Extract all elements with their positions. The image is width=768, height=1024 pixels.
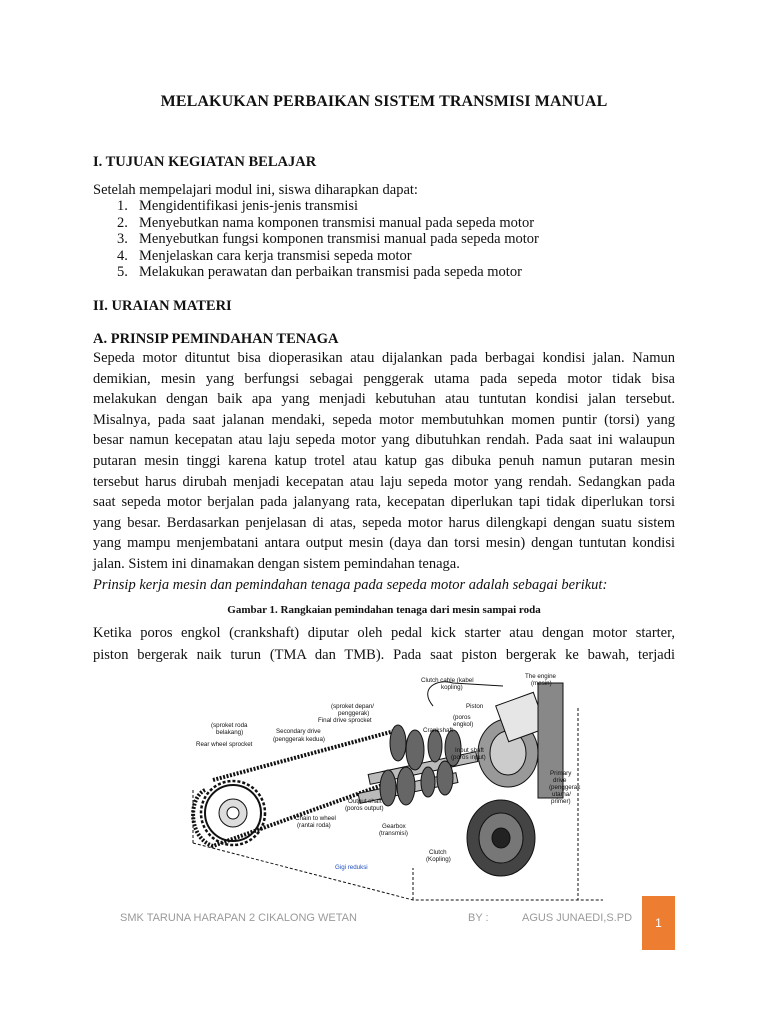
diagram-label: The engine <box>525 673 556 680</box>
diagram-label: (poros input) <box>451 754 486 761</box>
diagram-label: (Kopling) <box>426 856 451 863</box>
page-number-badge: 1 <box>642 896 675 950</box>
footer-by: BY : <box>468 912 489 924</box>
diagram-label: Output shaft <box>348 798 382 805</box>
diagram-label: primer) <box>551 798 571 805</box>
list-item: 3. Menyebutkan fungsi komponen transmisi manual pada sepeda motor <box>117 231 539 247</box>
footer-school: SMK TARUNA HARAPAN 2 CIKALONG WETAN <box>120 912 357 924</box>
page-title: MELAKUKAN PERBAIKAN SISTEM TRANSMISI MANUAL <box>160 93 608 110</box>
section-intro: Setelah mempelajari modul ini, siswa diharapkan dapat: <box>93 182 418 198</box>
diagram-label: drive <box>553 777 567 784</box>
diagram-label: Chain to wheel <box>295 815 336 822</box>
section-heading-uraian: II. URAIAN MATERI <box>93 298 232 314</box>
diagram-label: (poros output) <box>345 805 384 812</box>
diagram-label: penggerak) <box>338 710 370 717</box>
body-paragraph-continued: Ketika poros engkol (crankshaft) diputar oleh pedal kick starter atau dengan motor starter, piston bergerak naik turun (TMA dan TMB). Pada saat piston bergerak ke bawah, terjadi <box>93 625 675 663</box>
diagram-label: Rear wheel sprocket <box>196 741 253 748</box>
diagram-label: (transmisi) <box>379 830 408 837</box>
diagram-label: Final drive sprocket <box>318 717 372 724</box>
diagram-drawing <box>193 682 603 900</box>
diagram-label: Secondary drive <box>276 728 321 735</box>
diagram-label: kopling) <box>441 684 463 691</box>
diagram-label: (penggerak <box>549 784 581 791</box>
reduction-gear-label: Gigi reduksi <box>335 864 368 871</box>
diagram-label: Crankshaft <box>423 727 453 734</box>
subheading-prinsip: A. PRINSIP PEMINDAHAN TENAGA <box>93 331 339 347</box>
diagram-label: (penggerak kedua) <box>273 736 325 743</box>
objectives-list <box>117 198 539 281</box>
diagram-label: (sproket depan/ <box>331 703 374 710</box>
list-item: 2. Menyebutkan nama komponen transmisi manual pada sepeda motor <box>117 214 535 231</box>
diagram-label: Clutch <box>429 849 447 856</box>
italic-intro-line: Prinsip kerja mesin dan pemindahan tenaga pada sepeda motor adalah sebagai berikut: <box>93 577 608 593</box>
footer-author: AGUS JUNAEDI,S.PD <box>522 912 633 924</box>
body-paragraph: Sepeda motor dituntut bisa dioperasikan atau dijalankan pada berbagai kondisi jalan. Namun demikian, mesin yang berfungsi sebagai penggerak utama pada sepeda motor tidak bisa melakukan dengan baik apa yang menjadi kebutuhan atau tuntutan kondisi jalan tersebut. Misalnya, pada saat jalanan mendaki, sepeda motor membutuhkan momen puntir (torsi) yang besar namun kecepatan atau laju sepeda motor yang dibutuhkan rendah. Pada saat ini walaupun putaran mesin tinggi karena katup trotel atau katup gas dibuka penuh namun putaran mesin tersebut harus dirubah menjadi kecepatan atau laju sepeda motor yang rendah. Sedangkan pada saat sepeda motor berjalan pada jalanyang rata, kecepatan diperlukan tapi tidak diperlukan torsi yang besar. Berdasarkan penjelasan di atas, sepeda motor harus dilengkapi dengan suatu sistem yang mampu menjembatani antara output mesin (daya dan torsi mesin) dengan tuntutan kondisi jalan. Sistem ini dinamakan dengan sistem pemindahan tenaga. <box>93 350 675 572</box>
diagram-label: (mesin) <box>531 680 552 687</box>
transmission-diagram <box>183 668 603 906</box>
list-item: 5. Melakukan perawatan dan perbaikan transmisi pada sepeda motor <box>117 264 522 280</box>
diagram-label: Clutch cable (kabel <box>421 677 474 684</box>
list-item: 4. Menjelaskan cara kerja transmisi sepeda motor <box>117 247 412 264</box>
diagram-label: (sproket roda <box>211 722 248 729</box>
list-item: 1. Mengidentifikasi jenis-jenis transmisi <box>117 198 359 214</box>
diagram-label: (poros <box>453 714 471 721</box>
figure-caption: Gambar 1. Rangkaian pemindahan tenaga dari mesin sampai roda <box>227 604 541 616</box>
diagram-label: Gearbox <box>382 823 406 830</box>
diagram-label: Input shaft <box>455 747 484 754</box>
diagram-label: Primary <box>550 770 572 777</box>
diagram-label: engkol) <box>453 721 474 728</box>
diagram-label: utama/ <box>552 791 571 798</box>
diagram-label: Piston <box>466 703 484 710</box>
section-heading-tujuan: I. TUJUAN KEGIATAN BELAJAR <box>93 154 317 170</box>
diagram-label: (rantai roda) <box>297 822 331 829</box>
diagram-label: belakang) <box>216 729 244 736</box>
